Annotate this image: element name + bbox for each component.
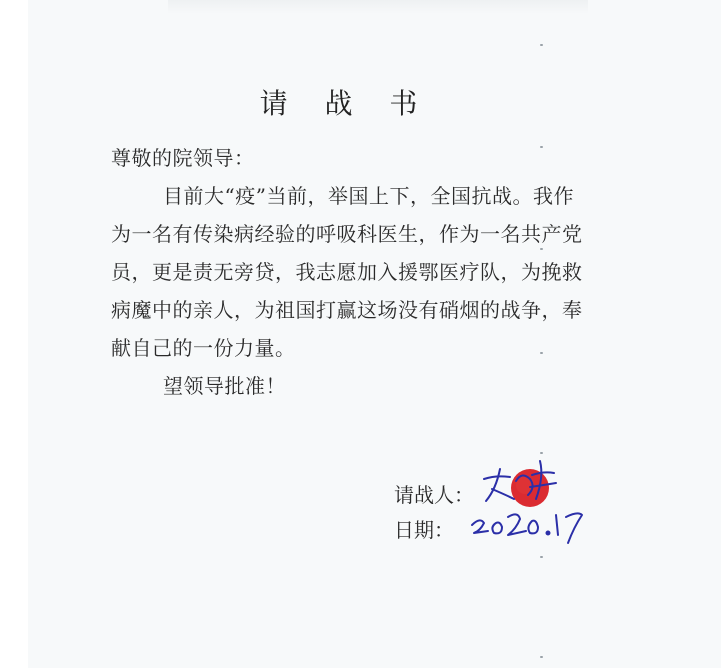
body-line: 献自己的一份力量。 (111, 336, 296, 360)
scan-speck (540, 248, 543, 250)
scan-speck (540, 352, 543, 354)
scan-shadow (168, 0, 588, 14)
scan-speck (540, 44, 543, 46)
body-line: 员，更是责无旁贷，我志愿加入援鄂医疗队，为挽救 (111, 260, 583, 284)
body-line: 为一名有传染病经验的呼吸科医生，作为一名共产党 (111, 222, 583, 246)
signer-label: 请战人： (394, 483, 474, 507)
closing-line: 望领导批准！ (163, 374, 286, 398)
scan-speck (540, 146, 543, 148)
scan-speck (540, 452, 543, 454)
date-label: 日期： (394, 518, 454, 542)
document-title: 请 战 书 (259, 87, 432, 120)
scan-speck (540, 556, 543, 558)
body-line: 目前大“疫”当前，举国上下，全国抗战。我作 (163, 184, 574, 208)
signature-and-seal (470, 455, 610, 555)
salutation: 尊敬的院领导： (111, 146, 255, 170)
body-line: 病魔中的亲人，为祖国打赢这场没有硝烟的战争，奉 (111, 298, 583, 322)
scan-speck (540, 656, 543, 658)
handwritten-date (472, 513, 582, 543)
